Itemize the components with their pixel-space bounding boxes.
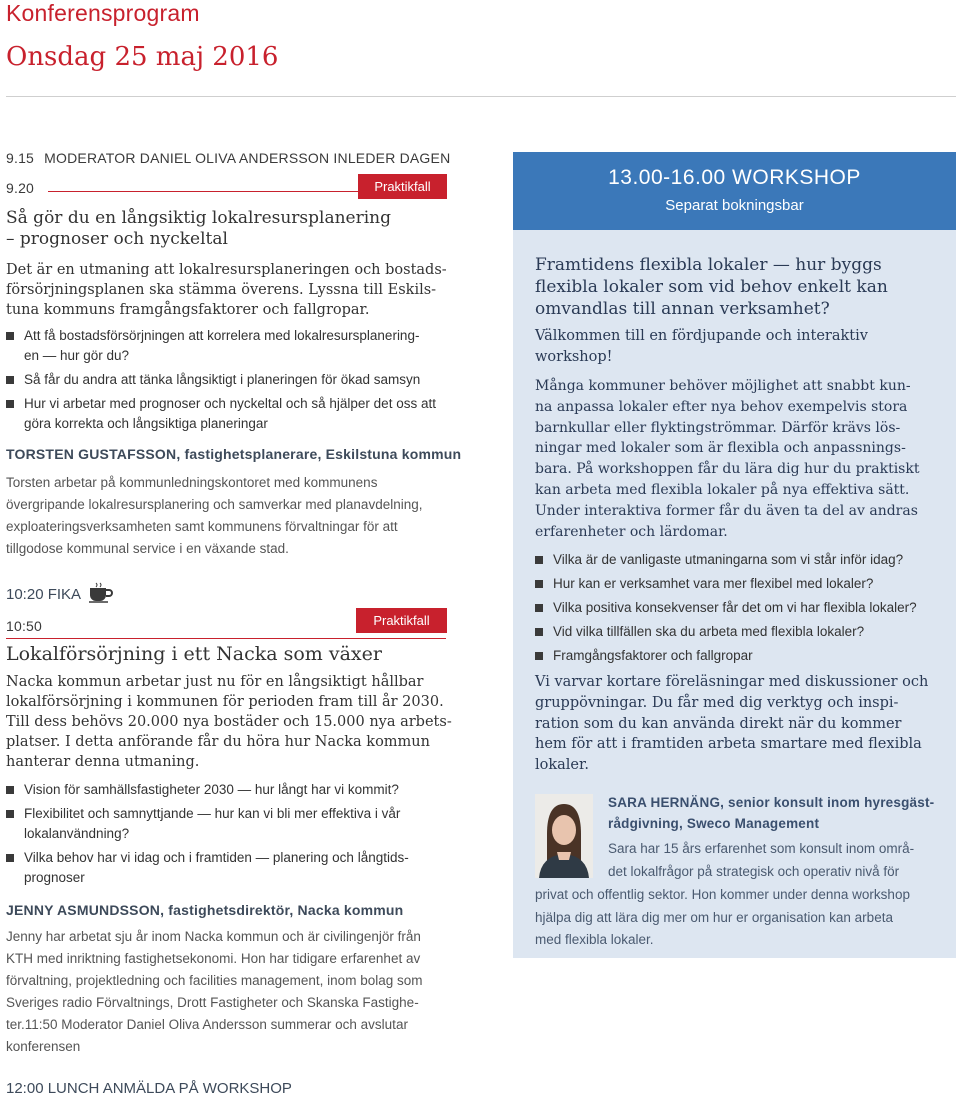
para-line: bara. På workshoppen får du lära dig hur du praktiskt [535,461,920,478]
list-item: Att få bostadsförsörjningen att korrelera med lokalresursplanering- en — hur gör du? [6,326,486,366]
session-920-rule [48,191,358,192]
session-920-desc [6,260,496,320]
title-line: omvandlas till annan verksamhet? [535,299,830,319]
workshop-time: 13.00-16.00 WORKSHOP [608,166,861,189]
bio-line: hjälpa dig att lära dig mer om hur er organisation kan arbeta [535,909,893,925]
list-item: Så får du andra att tänka långsiktigt i planeringen för ökad samsyn [6,370,486,390]
avatar [535,794,593,878]
bio-line: med flexibla lokaler. [535,932,654,947]
bio-torsten [6,472,496,560]
para-line: ningar med lokaler som är flexibla och anpassnings- [535,440,906,457]
bio-line: övergripande lokalresursplanering och samverkar med planavdelning, [6,497,423,512]
bio-line: tillgodose kommunal service i en växande stad. [6,541,289,556]
session-1050-rule [6,638,446,639]
para-line: barnkullar eller flyktingströmmar. Därför krävs lös- [535,419,901,436]
desc-line: lokalförsörjning i kommunen för perioden fram till år 2030. [6,694,444,710]
bio-line: Torsten arbetar på kommunledningskontoret med kommunens [6,475,378,490]
speaker-line: rådgivning, Sweco Management [608,816,820,831]
bio-line: exploateringsverksamheten samt kommunens förvaltningar för att [6,519,398,534]
session-920-title [6,208,486,250]
session-920-bullets [6,326,486,438]
title-line: flexibla lokaler som vid behov enkelt kan [535,277,888,297]
bio-line: konferensen [6,1039,81,1054]
title-line: Framtidens flexibla lokaler — hur byggs [535,255,882,275]
page-date: Onsdag 25 maj 2016 [6,42,279,72]
list-item: Hur kan er verksamhet vara mer flexibel med lokaler? [535,574,950,594]
welcome-line: Välkommen till en fördjupande och interaktiv [535,328,868,344]
para-line: gruppövningar. Du får med dig verktyg och inspi- [535,694,899,711]
para-line: hem för att i framtiden arbeta smartare med flexibla [535,736,922,753]
bio-line: Sara har 15 års erfarenhet som konsult inom områ- [608,841,915,856]
speaker-torsten: TORSTEN GUSTAFSSON, fastighetsplanerare, Eskilstuna kommun [6,446,462,462]
list-item: Vilka är de vanligaste utmaningarna som vi står inför idag? [535,550,950,570]
header-divider [6,96,956,97]
speaker-sara [608,792,948,834]
welcome-line: workshop! [535,349,613,365]
praktikfall-badge-1: Praktikfall [358,174,447,199]
workshop-format [535,672,950,776]
list-item: Hur vi arbetar med prognoser och nyckeltal och så hjälper det oss att göra korrekta och långsiktiga planeringar [6,394,486,434]
session-1050-bullets [6,780,486,892]
bio-line: ter.11:50 Moderator Daniel Oliva Andersson summerar och avslutar [6,1017,408,1032]
workshop-subtitle: Separat bokningsbar [665,197,804,214]
session-1050-desc [6,672,496,772]
list-item: Vilka behov har vi idag och i framtiden — planering och långtids- prognoser [6,848,486,888]
desc-line: platser. I detta anförande får du höra hur Nacka kommun [6,734,430,750]
para-line: erfarenheter och lärdomar. [535,523,728,540]
bio-line: förvaltning, projektledning och facilities management, inom bolag som [6,973,423,988]
bio-line: det lokalfrågor på strategisk och operativ nivå för [608,863,900,879]
desc-line: Nacka kommun arbetar just nu för en långsiktigt hållbar [6,674,424,690]
desc-line: försörjningsplanen ska stämma överens. Lyssna till Eskils- [6,282,437,298]
session-920-title-line: Så gör du en långsiktig lokalresursplanering [6,208,392,228]
bio-line: Jenny har arbetat sju år inom Nacka kommun och är civilingenjör från [6,929,421,944]
session-915-time: 9.15 [6,150,35,166]
workshop-intro [535,376,950,542]
list-item: Vid vilka tillfällen ska du arbeta med flexibla lokaler? [535,622,950,642]
bio-sara-bottom [535,884,950,952]
lunch-label: 12:00 LUNCH ANMÄLDA PÅ WORKSHOP [6,1080,292,1097]
speaker-line: SARA HERNÄNG, senior konsult inom hyresgäst- [608,795,935,810]
praktikfall-badge-2: Praktikfall [356,608,447,633]
bio-line: KTH med inriktning fastighetsekonomi. Hon har tidigare erfarenhet av [6,951,421,966]
fika-label: 10:20 FIKA [6,585,81,603]
desc-line: tuna kommuns framgångsfaktorer och fallgropar. [6,302,370,318]
session-920-title-line: – prognoser och nyckeltal [6,229,228,249]
para-line: na anpassa lokaler efter nya behov exempelvis stora [535,398,908,415]
bio-line: privat och offentlig sektor. Hon kommer under denna workshop [535,887,910,902]
desc-line: Det är en utmaning att lokalresursplaneringen och bostads- [6,262,447,278]
list-item: Vilka positiva konsekvenser får det om vi har flexibla lokaler? [535,598,950,618]
para-line: Under interaktiva former får du även ta del av andras [535,502,918,519]
fika-break [6,582,114,608]
bio-jenny [6,926,496,1058]
list-item: Framgångsfaktorer och fallgropar [535,646,950,666]
session-915 [6,150,450,166]
workshop-header [513,152,956,230]
bio-sara-top [608,838,948,883]
coffee-cup-icon [88,582,114,608]
session-920-time: 9.20 [6,180,35,196]
para-line: kan arbeta med flexibla lokaler på nya effektiva sätt. [535,481,910,498]
workshop-welcome [535,326,945,368]
para-line: Många kommuner behöver möjlighet att snabbt kun- [535,378,911,394]
list-item: Flexibilitet och samnyttjande — hur kan vi bli mer effektiva i vår lokalanvändning? [6,804,486,844]
session-915-text: MODERATOR DANIEL OLIVA ANDERSSON INLEDER DAGEN [44,150,451,166]
desc-line: hanterar denna utmaning. [6,754,200,770]
speaker-jenny: JENNY ASMUNDSSON, fastighetsdirektör, Nacka kommun [6,902,404,918]
para-line: ration som du kan använda direkt när du kommer [535,715,902,732]
workshop-bullets [535,550,950,670]
workshop-panel [513,152,956,958]
bio-line: Sveriges radio Förvaltnings, Drott Fastigheter och Skanska Fastighe- [6,995,419,1010]
workshop-title [535,254,945,320]
desc-line: Till dess behövs 20.000 nya bostäder och 15.000 nya arbets- [6,714,452,730]
para-line: Vi varvar kortare föreläsningar med diskussioner och [535,674,929,690]
session-1050-time: 10:50 [6,618,43,634]
list-item: Vision för samhällsfastigheter 2030 — hur långt har vi kommit? [6,780,486,800]
session-1050-title: Lokalförsörjning i ett Nacka som växer [6,643,382,665]
para-line: lokaler. [535,757,589,774]
page-title: Konferensprogram [6,0,200,26]
